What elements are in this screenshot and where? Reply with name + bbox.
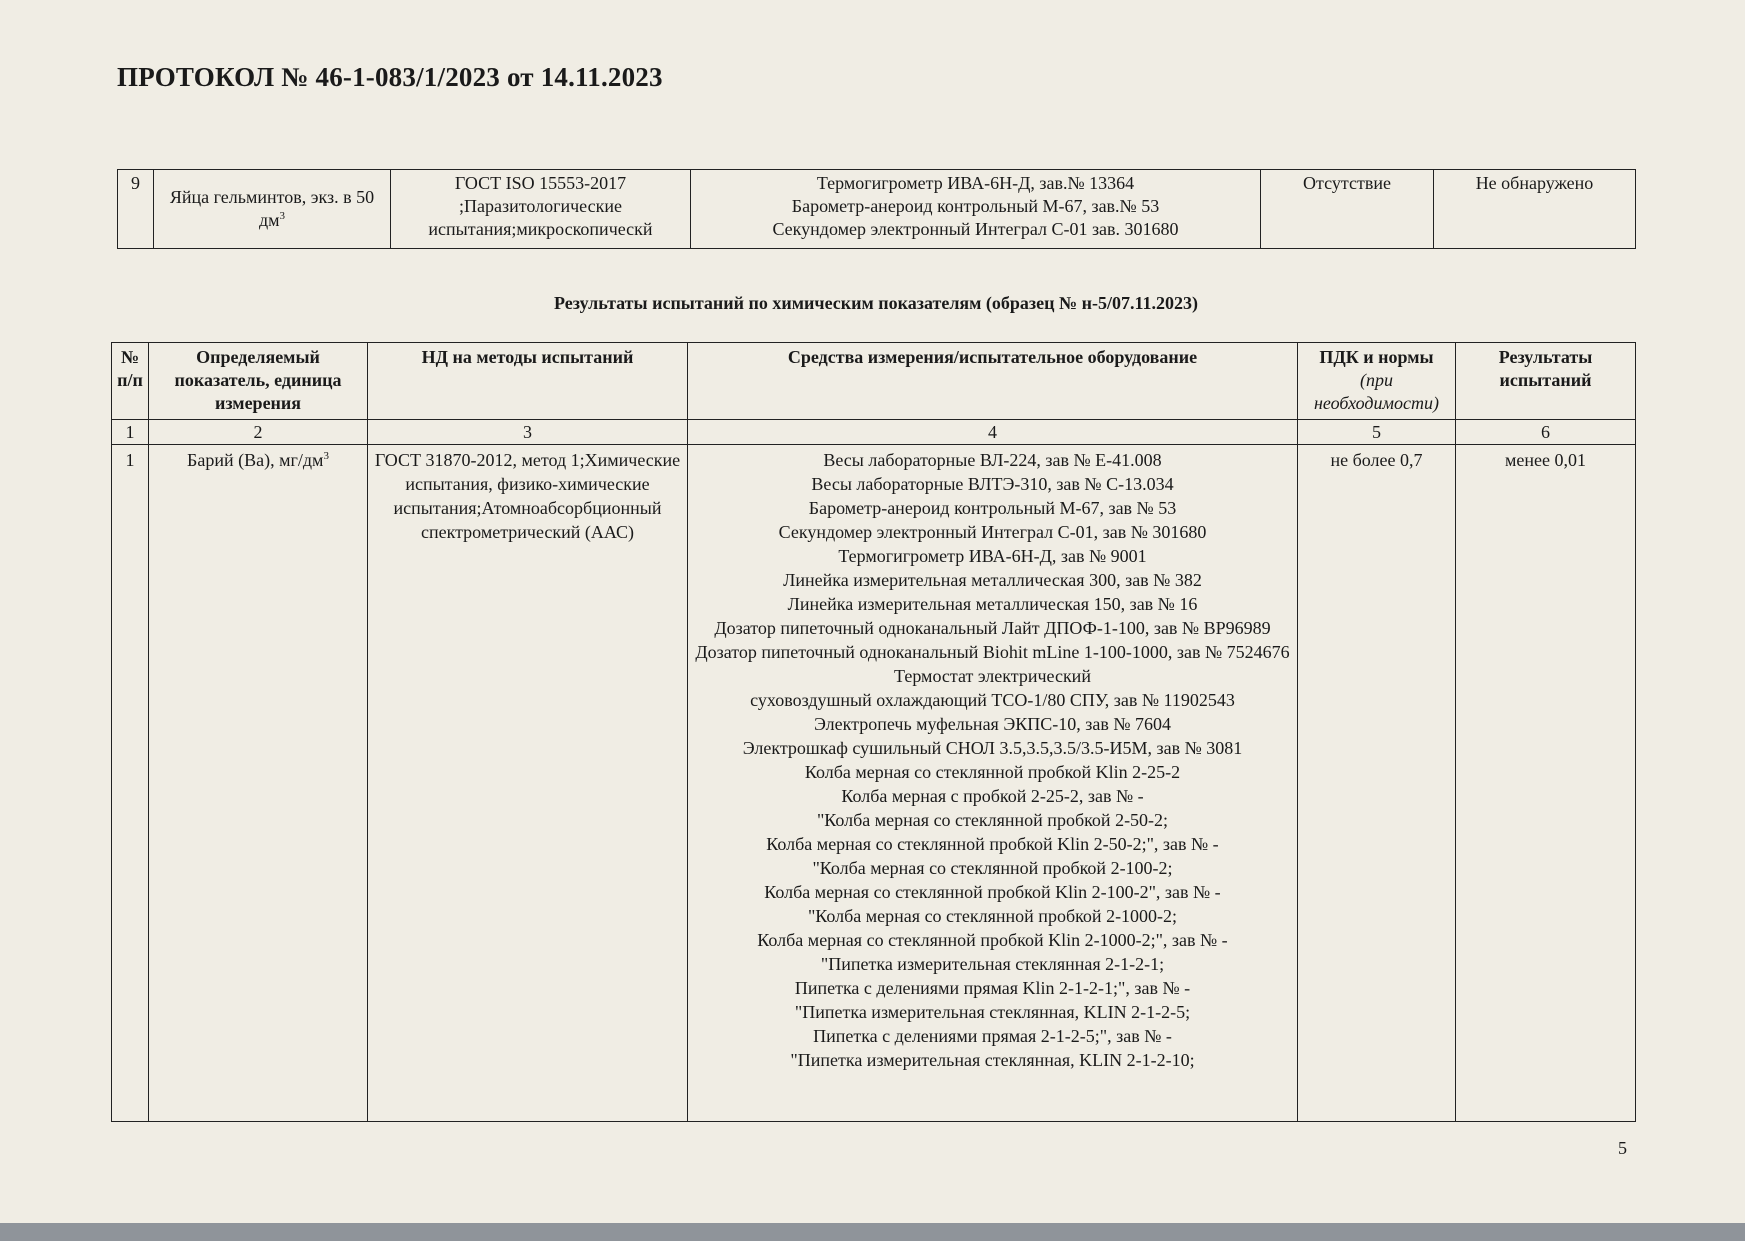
equipment-item: Колба мерная со стеклянной пробкой Klin 2-1000-2;", зав № - (757, 930, 1228, 950)
column-number: 1 (112, 420, 149, 445)
equipment-item: "Колба мерная со стеклянной пробкой 2-50-2; (816, 810, 1169, 830)
equipment-cell: Термогигрометр ИВА-6Н-Д, зав.№ 13364 Барометр-анероид контрольный М-67, зав.№ 53 Секундомер электронный Интеграл С-01 зав. 301680 (691, 170, 1261, 249)
equipment-item: Термостат электрический (894, 666, 1091, 686)
equipment-item: суховоздушный охлаждающий ТСО-1/80 СПУ, зав № 11902543 (750, 690, 1235, 710)
header-norm: ПДК и нормы (при необходимости) (1298, 343, 1456, 420)
equipment-item: "Пипетка измерительная стеклянная 2-1-2-1; (820, 954, 1165, 974)
equipment-item: Пипетка с делениями прямая Klin 2-1-2-1;", зав № - (794, 978, 1191, 998)
previous-results-table (117, 169, 1636, 249)
norm-cell: не более 0,7 (1298, 445, 1456, 1122)
equipment-item: Весы лабораторные ВЛТЭ-310, зав № С-13.034 (811, 474, 1174, 494)
equipment-item: Секундомер электронный Интеграл С-01, зав № 301680 (778, 522, 1207, 542)
column-number: 4 (688, 420, 1298, 445)
result-cell: Не обнаружено (1434, 170, 1636, 249)
page-number: 5 (1618, 1138, 1627, 1158)
equipment-item: Колба мерная со стеклянной пробкой Klin 2-100-2", зав № - (764, 882, 1221, 902)
table-row (118, 170, 1636, 249)
header-equipment: Средства измерения/испытательное оборудование (688, 343, 1298, 420)
equipment-item: Электрошкаф сушильный СНОЛ 3.5,3.5,3.5/3.5-И5М, зав № 3081 (742, 738, 1243, 758)
chemical-results-table (111, 342, 1636, 1122)
method-cell: ГОСТ ISO 15553-2017 ;Паразитологические испытания;микроскопическй (391, 170, 691, 249)
equipment-item: Электропечь муфельная ЭКПС-10, зав № 7604 (814, 714, 1171, 734)
column-number: 6 (1456, 420, 1636, 445)
equipment-item: "Колба мерная со стеклянной пробкой 2-100-2; (812, 858, 1173, 878)
equipment-item: Линейка измерительная металлическая 300, зав № 382 (783, 570, 1202, 590)
equipment-item: Пипетка с делениями прямая 2-1-2-5;", зав № - (813, 1026, 1172, 1046)
indicator-cell: Яйца гельминтов, экз. в 50 $дм^3$ (154, 170, 391, 249)
header-row (112, 343, 1636, 420)
column-number: 5 (1298, 420, 1456, 445)
equipment-item: Барометр-анероид контрольный М-67, зав № 53 (808, 498, 1177, 518)
header-indicator: Определяемый показатель, единица измерения (149, 343, 368, 420)
result-cell: менее 0,01 (1456, 445, 1636, 1122)
equipment-item: Колба мерная со стеклянной пробкой Klin 2-50-2;", зав № - (766, 834, 1219, 854)
table-row (112, 445, 1636, 1122)
scan-bottom-edge (0, 1223, 1745, 1241)
equipment-item: Весы лабораторные ВЛ-224, зав № Е-41.008 (823, 450, 1162, 470)
column-number: 3 (368, 420, 688, 445)
equipment-item: Термогигрометр ИВА-6Н-Д, зав № 9001 (838, 546, 1147, 566)
equipment-item: Дозатор пипеточный одноканальный Biohit mLine 1-100-1000, зав № 7524676 (695, 642, 1290, 662)
equipment-item: Колба мерная с пробкой 2-25-2, зав № - (841, 786, 1144, 806)
row-number: 9 (118, 170, 154, 249)
equipment-item: "Пипетка измерительная стеклянная, KLIN 2-1-2-10; (790, 1050, 1195, 1070)
equipment-item: "Пипетка измерительная стеклянная, KLIN 2-1-2-5; (794, 1002, 1191, 1022)
row-number: 1 (112, 445, 149, 1122)
equipment-cell (688, 445, 1298, 1122)
equipment-item: "Колба мерная со стеклянной пробкой 2-1000-2; (807, 906, 1178, 926)
column-number-row (112, 420, 1636, 445)
page-title: ПРОТОКОЛ № 46-1-083/1/2023 от 14.11.2023 (117, 62, 663, 92)
header-result: Результаты испытаний (1456, 343, 1636, 420)
equipment-item: Дозатор пипеточный одноканальный Лайт ДПОФ-1-100, зав № ВР96989 (714, 618, 1271, 638)
section-caption: Результаты испытаний по химическим показателям (образец № н-5/07.11.2023) (554, 293, 1198, 313)
method-cell: ГОСТ 31870-2012, метод 1;Химические испытания, физико-химические испытания;Атомноабсорбционный спектрометрический (ААС) (368, 445, 688, 1122)
indicator-cell: Барий (Ва), $мг/дм^3$ (149, 445, 368, 1122)
column-number: 2 (149, 420, 368, 445)
header-method: НД на методы испытаний (368, 343, 688, 420)
norm-cell: Отсутствие (1261, 170, 1434, 249)
equipment-item: Колба мерная со стеклянной пробкой Klin 2-25-2 (804, 762, 1181, 782)
equipment-item: Линейка измерительная металлическая 150, зав № 16 (787, 594, 1198, 614)
header-num: № п/п (112, 343, 149, 420)
